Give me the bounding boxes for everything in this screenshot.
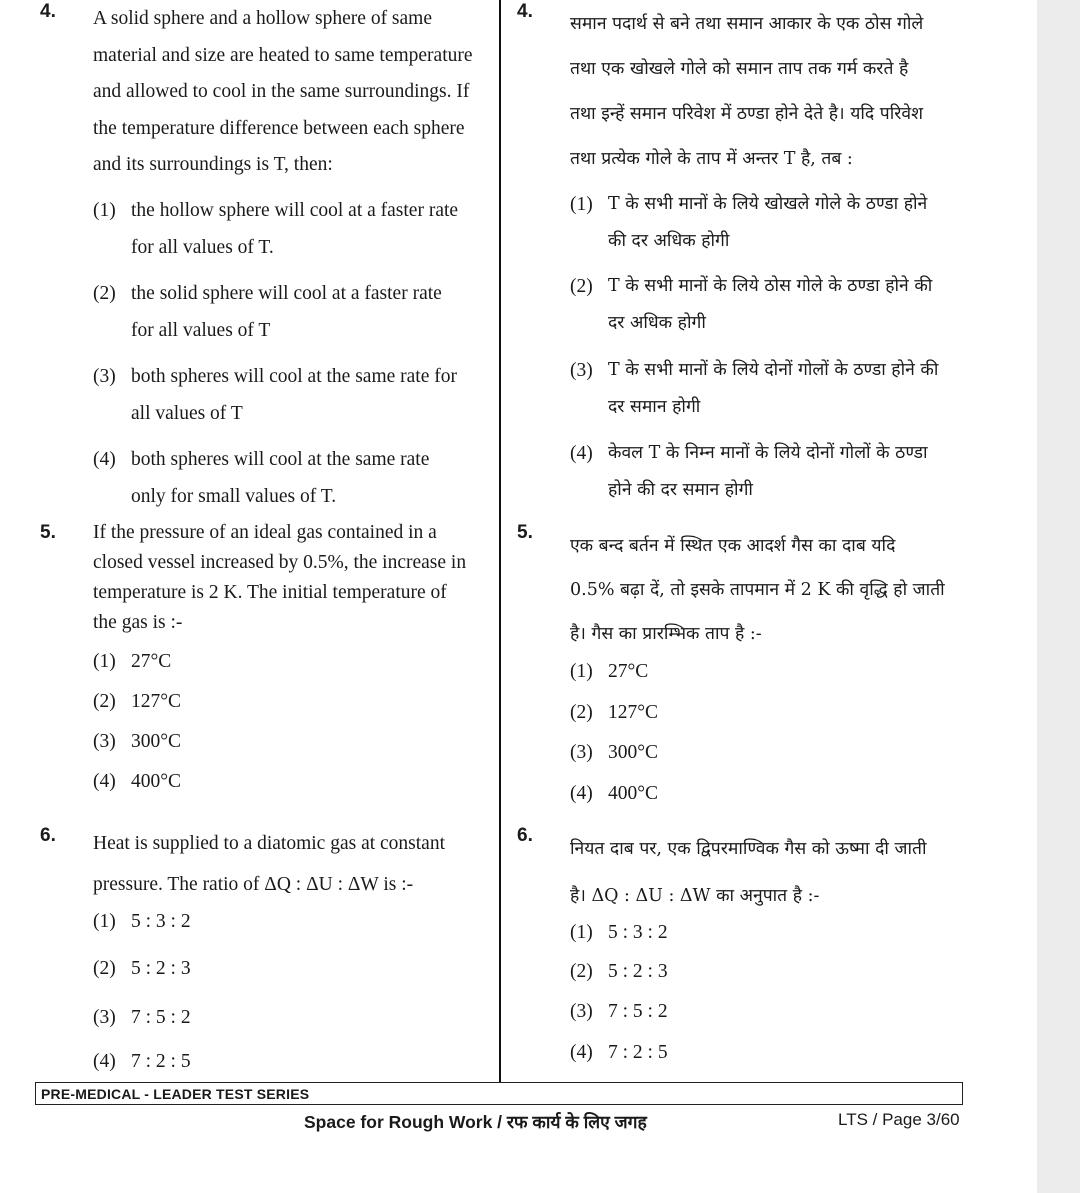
option-1[interactable]	[93, 193, 480, 266]
option-line: both spheres will cool at the same rate for	[131, 366, 457, 387]
option-4[interactable]	[93, 442, 480, 515]
option-line: 7 : 5 : 2	[131, 1007, 191, 1028]
question-line: temperature is 2 K. The initial temperature of	[93, 582, 447, 603]
question-line: the gas is :-	[93, 612, 183, 633]
question-line: तथा इन्हें समान परिवेश में ठण्डा होने देते है। यदि परिवेश	[570, 104, 924, 124]
option-2[interactable]	[570, 702, 957, 724]
question-line: and allowed to cool in the same surroundings. If	[93, 81, 470, 102]
option-number: (3)	[93, 731, 116, 752]
option-number: (2)	[570, 702, 593, 723]
option-line: 127°C	[608, 702, 659, 723]
option-line: 300°C	[131, 731, 182, 752]
option-line: 7 : 5 : 2	[608, 1001, 668, 1022]
question-text	[93, 823, 480, 905]
option-3[interactable]	[570, 352, 957, 426]
question-line: pressure. The ratio of ΔQ : ΔU : ΔW is :-	[93, 874, 414, 895]
question-line: एक बन्द बर्तन में स्थित एक आदर्श गैस का दाब यदि	[570, 536, 896, 556]
option-number: (3)	[570, 360, 593, 381]
question-line: If the pressure of an ideal gas contained in a	[93, 522, 437, 543]
option-number: (3)	[93, 366, 116, 387]
option-line: 5 : 3 : 2	[131, 911, 191, 932]
option-2[interactable]	[93, 276, 480, 349]
question-line: A solid sphere and a hollow sphere of same	[93, 8, 433, 29]
option-number: (1)	[93, 911, 116, 932]
option-3[interactable]	[93, 359, 480, 432]
option-line: only for small values of T.	[131, 485, 337, 507]
option-line: दर समान होगी	[608, 397, 701, 417]
option-number: (3)	[570, 1001, 593, 1022]
option-number: (3)	[93, 1007, 116, 1028]
option-line: केवल T के निम्न मानों के लिये दोनों गोलों के ठण्डा	[608, 443, 928, 463]
question-number: 4.	[517, 1, 533, 22]
question-text	[93, 1, 480, 184]
option-3[interactable]	[570, 742, 957, 764]
option-2[interactable]	[93, 958, 480, 980]
option-number: (1)	[93, 200, 116, 221]
question-line: है। गैस का प्रारम्भिक ताप है :-	[570, 624, 762, 644]
option-number: (4)	[93, 771, 116, 792]
question-text	[570, 524, 957, 656]
question-line: and its surroundings is T, then:	[93, 154, 333, 175]
column-divider	[499, 0, 501, 1082]
option-1[interactable]	[570, 186, 957, 260]
option-number: (4)	[570, 1042, 593, 1063]
option-number: (1)	[570, 194, 593, 215]
option-4[interactable]	[570, 783, 957, 805]
test-series-footer	[35, 1082, 963, 1105]
question-line: समान पदार्थ से बने तथा समान आकार के एक ठोस गोले	[570, 14, 924, 34]
option-line: 400°C	[608, 783, 659, 804]
question-line: है। ΔQ : ΔU : ΔW का अनुपात है :-	[570, 886, 820, 906]
option-1[interactable]	[93, 651, 480, 673]
option-4[interactable]	[570, 1042, 957, 1064]
option-line: 27°C	[608, 661, 649, 682]
option-number: (4)	[93, 1051, 116, 1072]
question-line: तथा एक खोखले गोले को समान ताप तक गर्म करते है	[570, 59, 909, 79]
question-line: material and size are heated to same temperature	[93, 44, 473, 66]
question-text	[570, 2, 957, 182]
option-line: 5 : 3 : 2	[608, 922, 668, 943]
option-line: for all values of T.	[131, 236, 274, 258]
option-1[interactable]	[570, 661, 957, 683]
option-line: T के सभी मानों के लिये दोनों गोलों के ठण्डा होने की	[608, 360, 939, 380]
option-line: 5 : 2 : 3	[608, 961, 668, 982]
option-number: (1)	[570, 661, 593, 682]
question-line: नियत दाब पर, एक द्विपरमाण्विक गैस को ऊष्मा दी जाती	[570, 839, 927, 859]
test-series-label: PRE-MEDICAL - LEADER TEST SERIES	[41, 1086, 310, 1102]
option-line: 7 : 2 : 5	[131, 1051, 191, 1072]
option-3[interactable]	[93, 731, 480, 753]
option-2[interactable]	[570, 268, 957, 342]
option-line: the solid sphere will cool at a faster rate	[131, 283, 442, 304]
question-line: closed vessel increased by 0.5%, the increase in	[93, 552, 467, 573]
option-number: (2)	[93, 691, 116, 712]
option-number: (2)	[93, 283, 116, 304]
option-line: T के सभी मानों के लिये ठोस गोले के ठण्डा होने की	[608, 276, 933, 296]
page-number: LTS / Page 3/60	[838, 1110, 960, 1129]
question-text	[93, 518, 480, 638]
option-4[interactable]	[93, 1051, 480, 1073]
option-number: (4)	[93, 449, 116, 470]
option-3[interactable]	[570, 1001, 957, 1023]
question-line: Heat is supplied to a diatomic gas at constant	[93, 833, 445, 854]
option-line: both spheres will cool at the same rate	[131, 449, 430, 470]
option-number: (2)	[93, 958, 116, 979]
rough-work-label: Space for Rough Work / रफ कार्य के लिए जगह	[304, 1112, 647, 1132]
option-number: (2)	[570, 276, 593, 297]
question-text	[570, 826, 957, 920]
question-number: 6.	[517, 825, 533, 846]
option-line: all values of T	[131, 402, 243, 424]
option-2[interactable]	[93, 691, 480, 713]
option-number: (3)	[570, 742, 593, 763]
option-3[interactable]	[93, 1007, 480, 1029]
option-number: (2)	[570, 961, 593, 982]
option-number: (1)	[570, 922, 593, 943]
question-line: the temperature difference between each sphere	[93, 117, 465, 139]
option-line: की दर अधिक होगी	[608, 231, 730, 251]
option-2[interactable]	[570, 961, 957, 983]
option-line: the hollow sphere will cool at a faster rate	[131, 200, 459, 221]
option-number: (4)	[570, 443, 593, 464]
option-number: (4)	[570, 783, 593, 804]
option-line: दर अधिक होगी	[608, 313, 706, 333]
question-number: 4.	[40, 1, 56, 22]
option-line: for all values of T	[131, 319, 271, 341]
question-number: 5.	[40, 522, 56, 543]
question-number: 6.	[40, 825, 56, 846]
page-margin-strip	[1037, 0, 1080, 1193]
question-line: 0.5% बढ़ा दें, तो इसके तापमान में 2 K की वृद्धि हो जाती	[570, 580, 945, 600]
option-1[interactable]	[93, 911, 480, 933]
option-number: (1)	[93, 651, 116, 672]
option-4[interactable]	[93, 771, 480, 793]
option-1[interactable]	[570, 922, 957, 944]
option-line: T के सभी मानों के लिये खोखले गोले के ठण्डा होने	[608, 194, 928, 214]
question-line: तथा प्रत्येक गोले के ताप में अन्तर T है, तब :	[570, 149, 853, 169]
option-line: 300°C	[608, 742, 659, 763]
option-line: 400°C	[131, 771, 182, 792]
option-line: 5 : 2 : 3	[131, 958, 191, 979]
option-line: 27°C	[131, 651, 172, 672]
option-line: होने की दर समान होगी	[608, 480, 753, 500]
option-line: 127°C	[131, 691, 182, 712]
option-line: 7 : 2 : 5	[608, 1042, 668, 1063]
option-4[interactable]	[570, 435, 957, 509]
question-number: 5.	[517, 522, 533, 543]
